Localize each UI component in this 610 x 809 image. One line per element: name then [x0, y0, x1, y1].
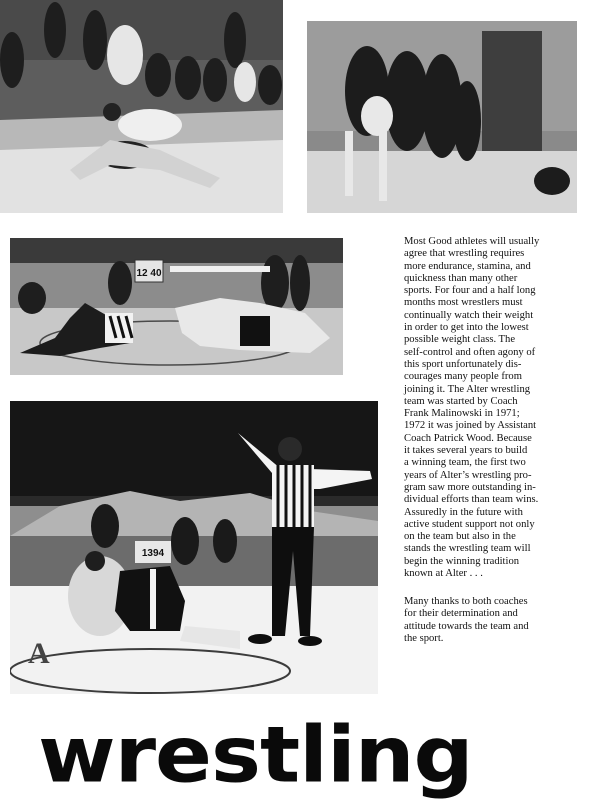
page-title: wrestling — [38, 709, 473, 800]
photo-referee-scoreboard — [10, 238, 343, 375]
scoreboard-text: 1394 — [141, 548, 165, 559]
article-body: Most Good athletes will usually agree that wrestling requires more endurance, stamina, and quickness than many other sports. For four and a half long months most wrestlers must continually watch their weight in order to get into the lowest possible weight class. The self-control and often agony of this sport unfortunately dis- courages many people from joining it. The Alter wrestling team was started by Coach Frank Malinowski in 1971; 1972 it was joined by Assistant Coach Patrick Wood. Because it takes several years to build a winning team, the first two years of Alter’s wrestling pro- gram saw more outstanding in- dividual efforts than team wins. Assuredly in the future with active student support not only on the team but also in the stands the wrestling team will begin the winning tradition known at Alter . . . — [404, 236, 540, 580]
article-thanks: Many thanks to both coaches for their determination and attitude towards the team and the sport. — [404, 596, 529, 644]
scoreboard-text: 12 40 — [136, 268, 162, 279]
photo-referee-signal — [10, 401, 378, 694]
svg-text:A: A — [28, 637, 50, 670]
photo-team-huddle — [307, 21, 577, 213]
photo-wrestlers-bleachers — [0, 0, 283, 213]
